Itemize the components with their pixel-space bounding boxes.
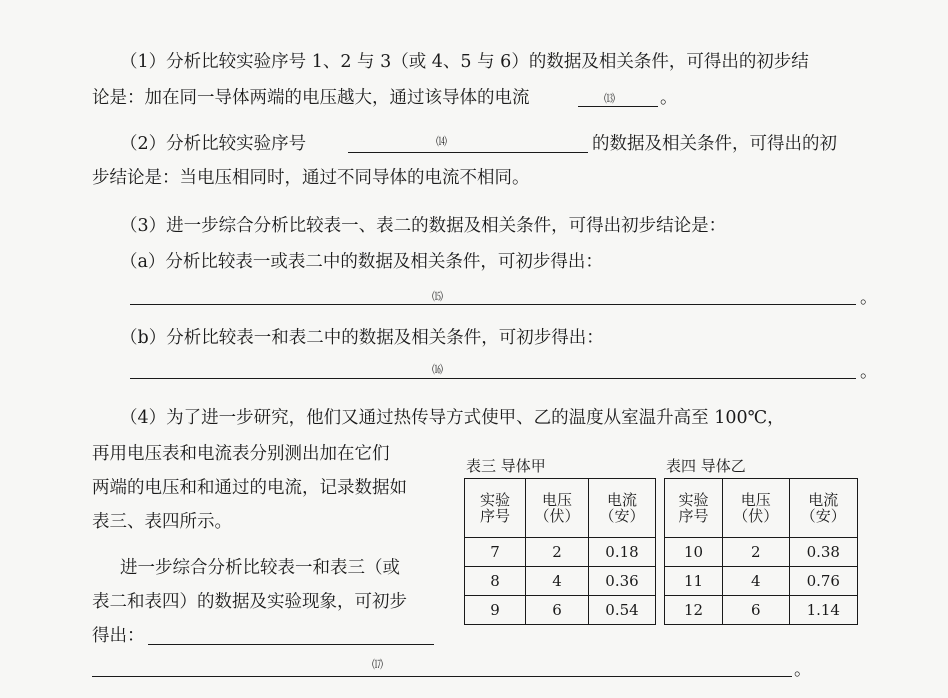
answer-blank-13[interactable] bbox=[578, 106, 658, 107]
blank-label-16: ⒃ bbox=[432, 363, 443, 376]
table-row bbox=[665, 567, 858, 596]
table-cell: 0.54 bbox=[589, 596, 656, 625]
q3a-end: 。 bbox=[860, 288, 878, 308]
table-cell: 0.76 bbox=[789, 567, 857, 596]
answer-blank-17[interactable] bbox=[92, 676, 792, 677]
table-cell: 0.38 bbox=[789, 538, 857, 567]
q1-line2-suffix: 。 bbox=[660, 88, 678, 108]
blank-label-14: ⒁ bbox=[436, 135, 447, 148]
table-cell: 2 bbox=[723, 538, 789, 567]
table-cell: 12 bbox=[665, 596, 723, 625]
table3 bbox=[464, 478, 656, 625]
table4-header-cell: 实验 序号 bbox=[665, 479, 723, 538]
table-row bbox=[665, 596, 858, 625]
q4-end: 。 bbox=[794, 660, 812, 680]
q4-line5: 进一步综合分析比较表一和表三（或 bbox=[120, 558, 400, 578]
table4-header-row bbox=[665, 479, 858, 538]
q4-line1: （4）为了进一步研究，他们又通过热传导方式使甲、乙的温度从室温升高至 100℃， bbox=[120, 408, 785, 428]
answer-blank-15[interactable] bbox=[130, 304, 856, 305]
blank-label-15: ⒂ bbox=[432, 290, 443, 303]
q3-intro: （3）进一步综合分析比较表一、表二的数据及相关条件，可得出初步结论是： bbox=[120, 216, 727, 236]
table-cell: 9 bbox=[465, 596, 526, 625]
q4-line2: 再用电压表和电流表分别测出加在它们 bbox=[92, 444, 390, 464]
q2-prefix: （2）分析比较实验序号 bbox=[120, 134, 307, 154]
table-row bbox=[465, 538, 656, 567]
table-cell: 4 bbox=[526, 567, 589, 596]
table4 bbox=[664, 478, 858, 625]
answer-blank-17a[interactable] bbox=[148, 644, 434, 645]
blank-label-13: ⒀ bbox=[604, 92, 615, 105]
table3-header-cell: 电流 （安） bbox=[589, 479, 656, 538]
q1-line2 bbox=[92, 86, 530, 110]
q4-line4: 表三、表四所示。 bbox=[92, 512, 232, 532]
table4-header-cell: 电流 （安） bbox=[789, 479, 857, 538]
table-row bbox=[465, 567, 656, 596]
q2-suffix: 的数据及相关条件，可得出的初 bbox=[592, 134, 837, 154]
q3b-end: 。 bbox=[860, 362, 878, 382]
table3-header-cell: 电压 （伏） bbox=[526, 479, 589, 538]
blank-label-17: ⒄ bbox=[372, 658, 383, 671]
q1-line1: （1）分析比较实验序号 1、2 与 3（或 4、5 与 6）的数据及相关条件，可得出的初步结 bbox=[120, 52, 809, 72]
table-cell: 0.18 bbox=[589, 538, 656, 567]
q1-line2-prefix: 论是：加在同一导体两端的电压越大，通过该导体的电流 bbox=[92, 88, 530, 108]
table-cell: 2 bbox=[526, 538, 589, 567]
table-cell: 8 bbox=[465, 567, 526, 596]
table-cell: 4 bbox=[723, 567, 789, 596]
table4-header-cell: 电压 （伏） bbox=[723, 479, 789, 538]
table-cell: 7 bbox=[465, 538, 526, 567]
table-cell: 11 bbox=[665, 567, 723, 596]
table-cell: 10 bbox=[665, 538, 723, 567]
q4-line7-prefix: 得出： bbox=[92, 626, 145, 646]
table-row bbox=[665, 538, 858, 567]
table4-caption: 表四 导体乙 bbox=[666, 457, 746, 475]
table3-header-cell: 实验 序号 bbox=[465, 479, 526, 538]
q3a-text: （a）分析比较表一或表二中的数据及相关条件，可初步得出： bbox=[120, 252, 603, 272]
table-cell: 6 bbox=[723, 596, 789, 625]
table-cell: 6 bbox=[526, 596, 589, 625]
q4-line6: 表二和表四）的数据及实验现象，可初步 bbox=[92, 592, 407, 612]
q4-line3: 两端的电压和和通过的电流，记录数据如 bbox=[92, 478, 407, 498]
table-row bbox=[465, 596, 656, 625]
table3-caption: 表三 导体甲 bbox=[466, 457, 546, 475]
answer-blank-14[interactable] bbox=[348, 152, 588, 153]
table-cell: 1.14 bbox=[789, 596, 857, 625]
answer-blank-16[interactable] bbox=[130, 378, 856, 379]
q2-line2: 步结论是：当电压相同时，通过不同导体的电流不相同。 bbox=[92, 168, 530, 188]
table3-header-row bbox=[465, 479, 656, 538]
table-cell: 0.36 bbox=[589, 567, 656, 596]
q3b-text: （b）分析比较表一和表二中的数据及相关条件，可初步得出： bbox=[120, 328, 604, 348]
